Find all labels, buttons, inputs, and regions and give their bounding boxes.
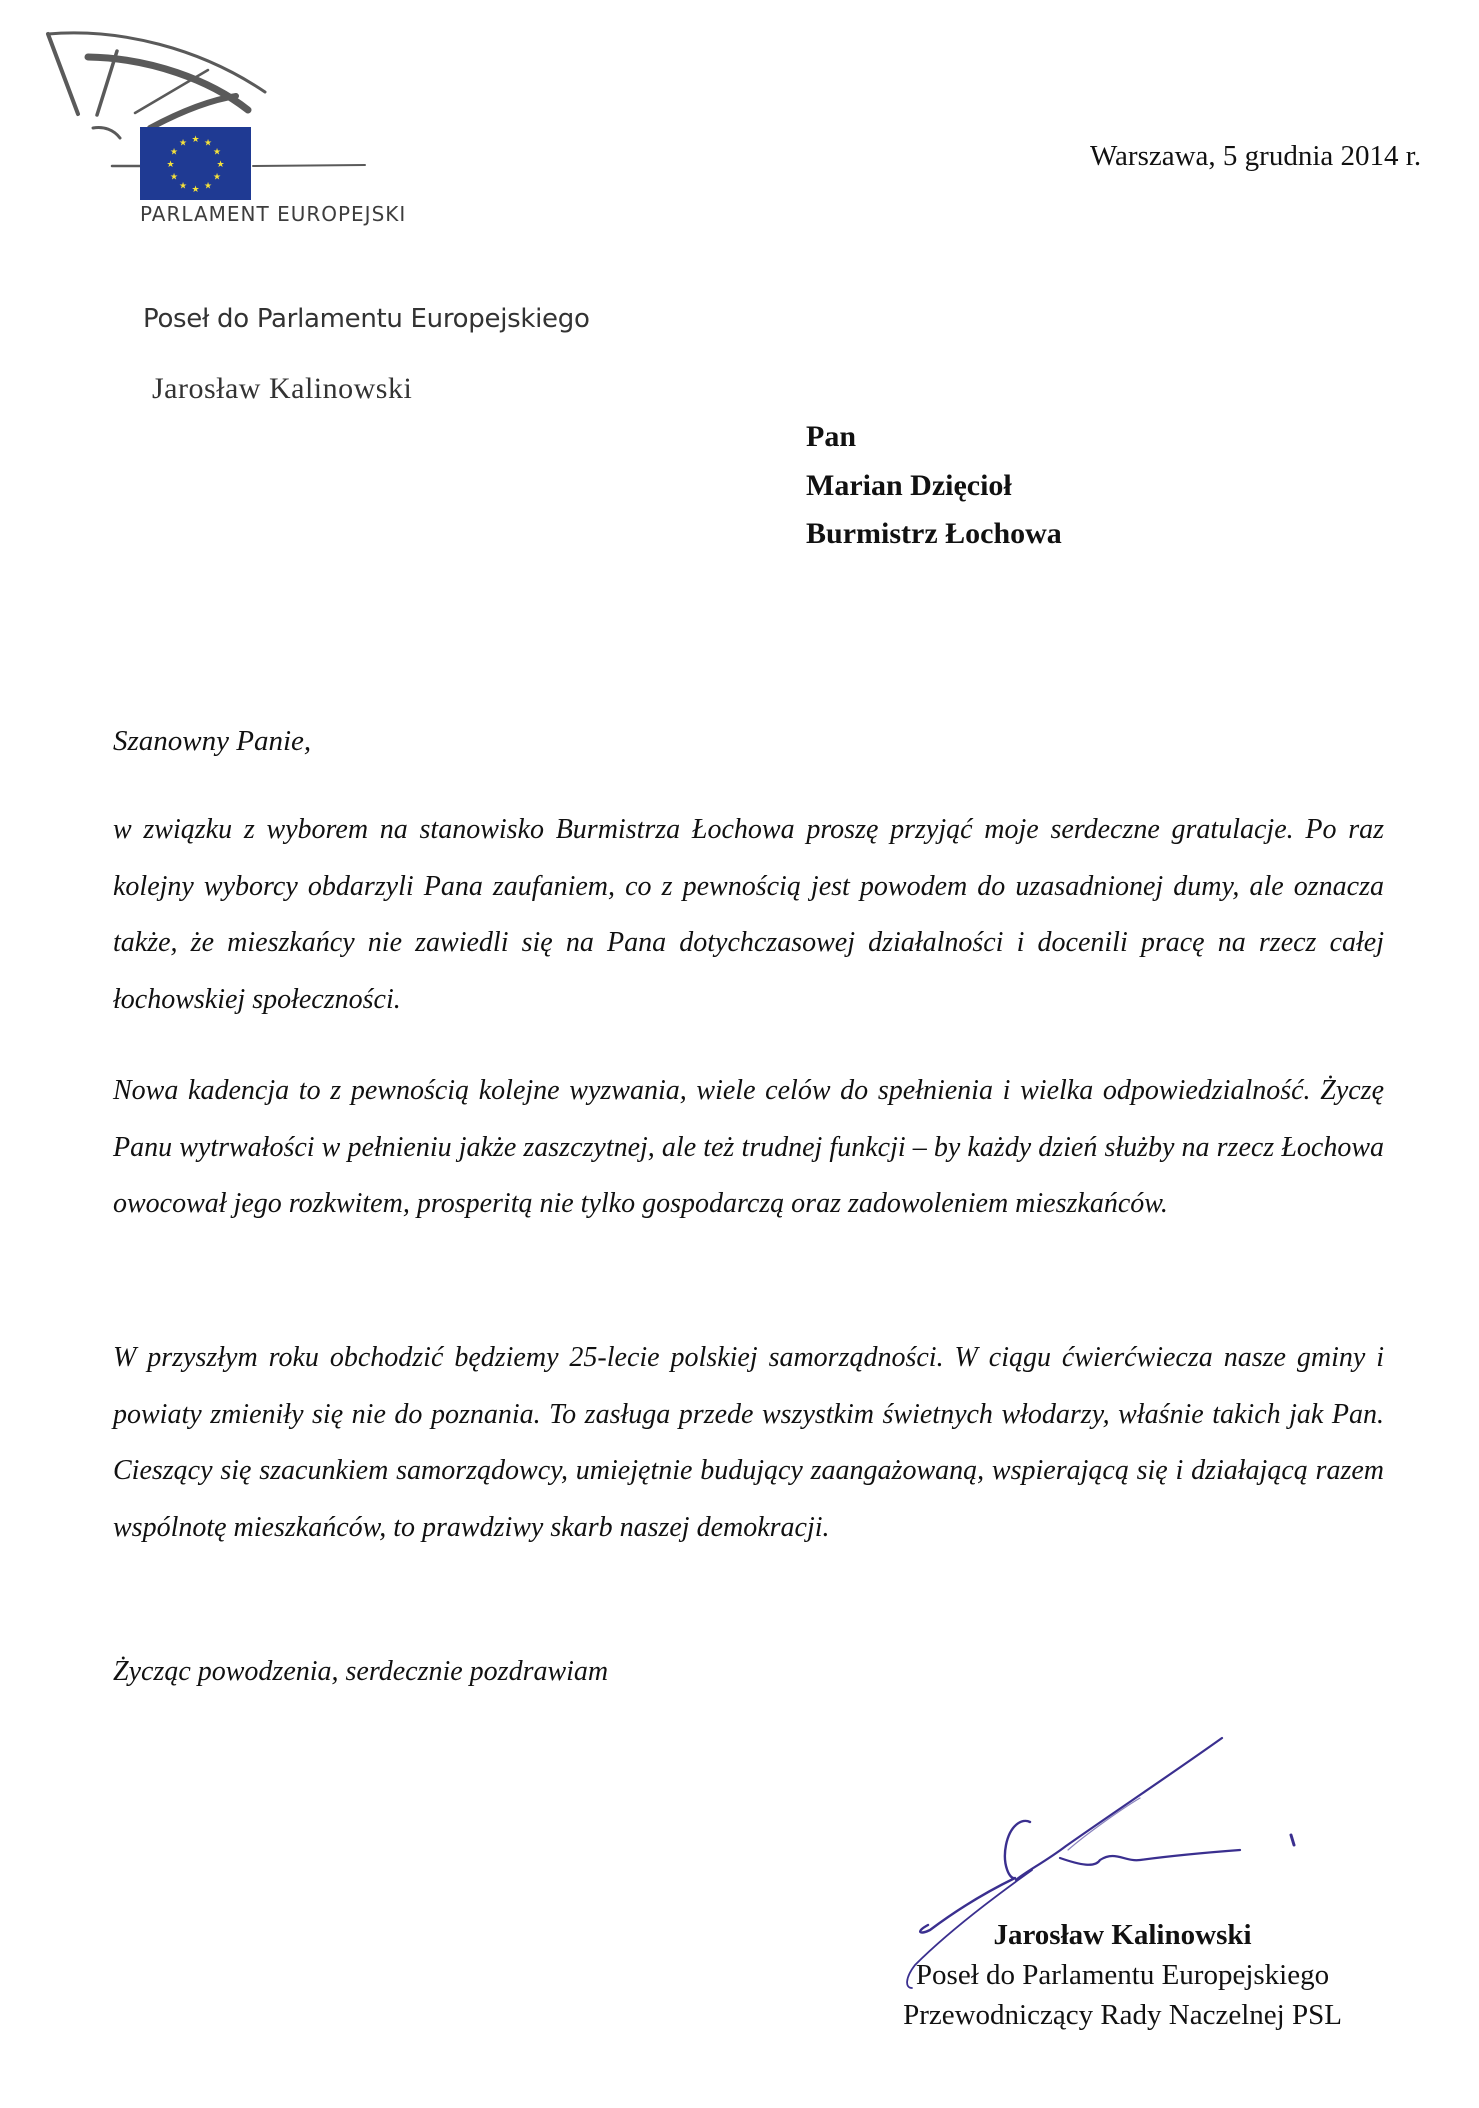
date-line: Warszawa, 5 grudnia 2014 r. [1090, 140, 1422, 172]
recipient-honorific: Pan [806, 420, 857, 453]
svg-text:★: ★ [178, 181, 188, 192]
svg-text:★: ★ [178, 138, 188, 149]
recipient-position: Burmistrz Łochowa [806, 517, 1062, 550]
organization-name: PARLAMENT EUROPEJSKI [140, 202, 407, 226]
svg-text:★: ★ [203, 181, 213, 192]
signatory-name: Jarosław Kalinowski [993, 1919, 1252, 1951]
svg-text:★: ★ [169, 172, 179, 183]
svg-text:★: ★ [216, 160, 225, 170]
recipient-name: Marian Dzięcioł [806, 468, 1012, 502]
signatory-title-2: Przewodniczący Rady Naczelnej PSL [903, 1999, 1342, 2031]
eu-flag-icon [140, 127, 251, 200]
salutation: Szanowny Panie, [113, 725, 312, 757]
svg-text:★: ★ [203, 138, 213, 149]
svg-text:★: ★ [212, 172, 222, 183]
closing-line: Życząc powodzenia, serdecznie pozdrawiam [113, 1656, 609, 1687]
paragraph-2: Nowa kadencja to z pewnością kolejne wyzwania, wiele celów do spełnienia i wielka odpowiedzialność. Życzę Panu wytrwałości w pełnieniu jakże zaszczytnej, ale też trudnej funkcji – by każdy dzień służby na rzecz Łochowa owocował jego rozkwitem, prosperitą nie tylko gospodarczą oraz zadowoleniem mieszkańców. [113, 1075, 1384, 1219]
svg-text:★: ★ [212, 147, 222, 158]
signature-block [850, 1915, 1395, 2035]
paragraph-1: w związku z wyborem na stanowisko Burmistrza Łochowa proszę przyjąć moje serdeczne gratulacje. Po raz kolejny wyborcy obdarzyli Pana zaufaniem, co z pewnością jest powodem do uzasadnionej dumy, ale oznacza także, że mieszkańcy nie zawiedli się na Pana dotychczasowej działalności i docenili pracę na rzecz całej łochowskiej społeczności. [113, 814, 1384, 1015]
signatory-title-1: Poseł do Parlamentu Europejskiego [915, 1959, 1330, 1991]
svg-text:★: ★ [191, 135, 200, 145]
sender-name: Jarosław Kalinowski [152, 372, 413, 405]
svg-text:★: ★ [166, 160, 175, 170]
recipient-address [806, 413, 1062, 559]
svg-text:★: ★ [191, 185, 200, 195]
sender-title: Poseł do Parlamentu Europejskiego [143, 304, 590, 334]
paragraph-3: W przyszłym roku obchodzić będziemy 25-lecie polskiej samorządności. W ciągu ćwierćwiecza nasze gminy i powiaty zmieniły się nie do poznania. To zasługa przede wszystkim świetnych włodarzy, właśnie takich jak Pan. Cieszący się szacunkiem samorządowcy, umiejętnie budujący zaangażowaną, wspierającą się i działającą razem wspólnotę mieszkańców, to prawdziwy skarb naszej demokracji. [113, 1342, 1384, 1543]
svg-text:★: ★ [169, 147, 179, 158]
